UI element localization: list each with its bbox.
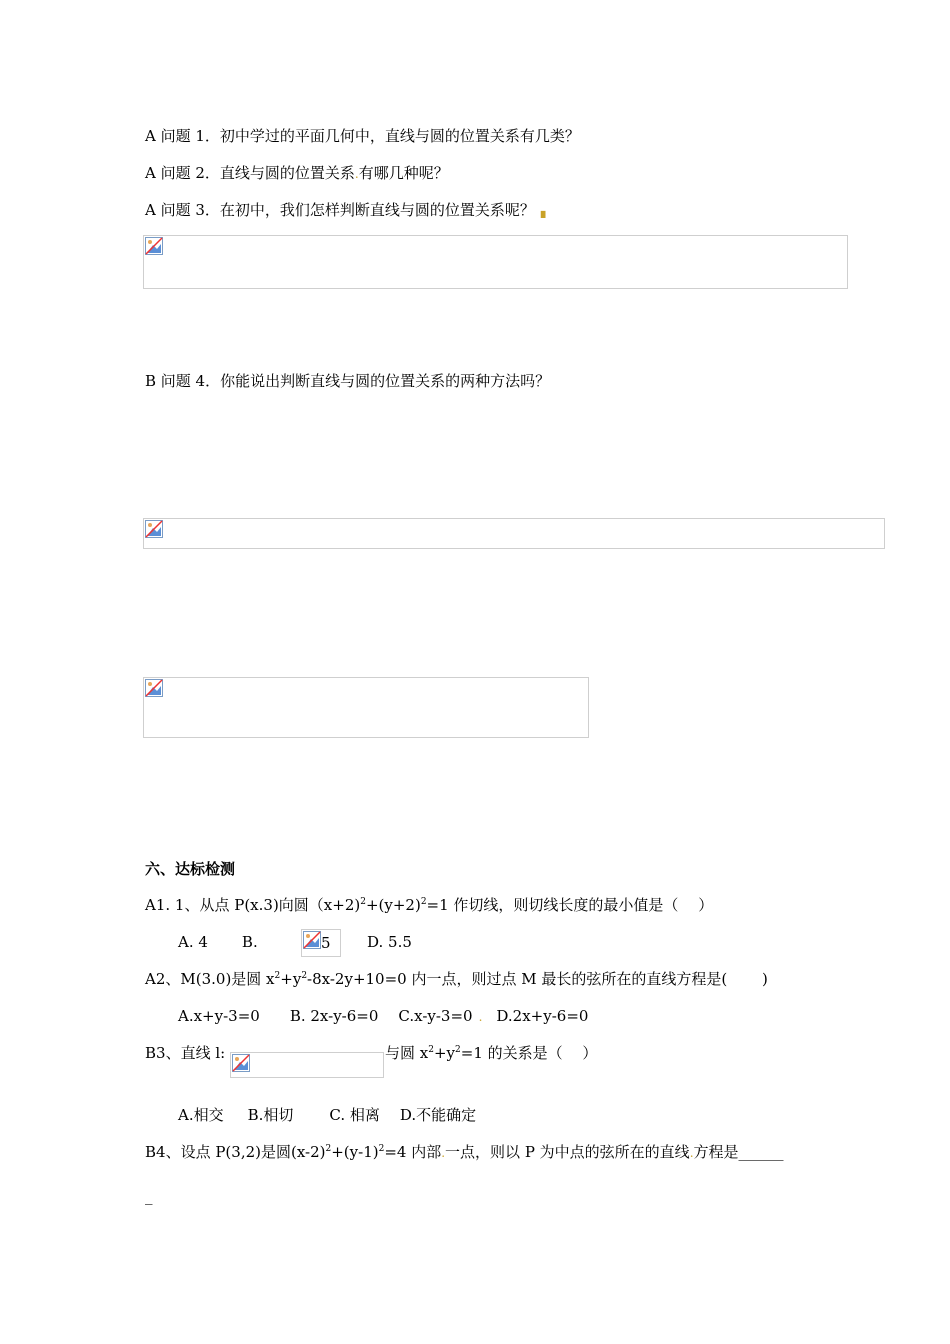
problem-b3-label: B3、直线 l: <box>145 1044 226 1062</box>
image-placeholder-1 <box>143 235 848 289</box>
a1-option-c-tail: 5 <box>321 934 331 952</box>
a1-option-d: D. 5.5 <box>367 933 412 951</box>
question-3 <box>145 200 550 221</box>
question-1: A 问题 1．初中学过的平面几何中，直线与圆的位置关系有几类？ <box>145 127 580 145</box>
edit-mark: . <box>689 1146 694 1160</box>
b3-line-equation-image <box>230 1052 384 1078</box>
a2-option-c: C.x-y-3=0 <box>398 1007 473 1025</box>
a1-stem-part: =1 作切线，则切线长度的最小值是（ ） <box>426 896 714 914</box>
image-placeholder-3 <box>143 677 589 738</box>
image-placeholder-2 <box>143 518 885 549</box>
broken-image-icon <box>232 1054 250 1072</box>
superscript: 2 <box>325 1144 332 1154</box>
a1-options <box>178 932 258 952</box>
a2-option-a: A.x+y-3=0 <box>178 1007 260 1025</box>
edit-mark: ▖ <box>540 204 551 218</box>
superscript: 2 <box>378 1144 385 1154</box>
a2-stem-part: -8x-2y+10=0 内一点，则过点 M 最长的弦所在的直线方程是( ) <box>307 970 768 988</box>
b4-stem-part: =4 内部 <box>384 1143 442 1161</box>
problem-b4 <box>145 1142 784 1163</box>
b3-stem-part: =1 的关系是（ ） <box>460 1044 598 1062</box>
question-3-text: A 问题 3．在初中，我们怎样判断直线与圆的位置关系呢？ <box>145 201 535 219</box>
broken-image-icon <box>145 237 163 255</box>
a2-options <box>178 1006 588 1027</box>
b4-answer-blank: _ <box>145 1187 153 1205</box>
superscript: 2 <box>274 971 281 981</box>
b3-option-d: D.不能确定 <box>399 1106 477 1124</box>
broken-image-icon <box>145 520 163 538</box>
a2-stem-part: +y <box>280 970 302 988</box>
broken-image-icon <box>145 679 163 697</box>
a2-option-b: B. 2x-y-6=0 <box>289 1007 379 1025</box>
a1-stem-part: +(y+2) <box>365 896 421 914</box>
superscript: 2 <box>428 1045 434 1055</box>
b3-option-c: C. 相离 <box>329 1106 380 1124</box>
a2-option-d: D.2x+y-6=0 <box>496 1007 589 1025</box>
edit-mark: . <box>478 1010 483 1024</box>
b3-stem-part: +y <box>433 1044 456 1062</box>
section-heading: 六、达标检测 <box>145 860 236 878</box>
edit-mark: . <box>441 1146 446 1160</box>
superscript: 2 <box>420 897 427 907</box>
superscript: 2 <box>455 1045 461 1055</box>
problem-b3 <box>385 1043 597 1063</box>
a1-option-a: A. 4 <box>178 933 208 951</box>
question-4: B 问题 4．你能说出判断直线与圆的位置关系的两种方法吗？ <box>145 372 551 390</box>
question-2-part-a: A 问题 2．直线与圆的位置关系 <box>145 164 355 182</box>
question-2 <box>145 163 449 184</box>
b4-stem-part: 一点，则以 P 为中点的弦所在的直线 <box>445 1143 690 1161</box>
edit-mark: . <box>354 167 359 181</box>
a2-stem-part: A2、M(3.0)是圆 x <box>145 970 275 988</box>
b4-stem-part: +(y-1) <box>331 1143 379 1161</box>
a1-option-c-image <box>301 929 341 957</box>
a1-stem-part: A1. 1、从点 P(x.3)向圆（x+2) <box>145 896 361 914</box>
broken-image-icon <box>303 931 321 949</box>
a1-option-b: B. <box>241 933 258 951</box>
superscript: 2 <box>360 897 366 907</box>
question-2-part-b: 有哪几种呢？ <box>358 164 449 182</box>
b3-option-b: B.相切 <box>247 1106 294 1124</box>
superscript: 2 <box>301 971 308 981</box>
b3-options <box>178 1105 476 1125</box>
problem-a2 <box>145 969 768 989</box>
b3-option-a: A.相交 <box>178 1106 224 1124</box>
b3-stem-part: 与圆 x <box>385 1044 429 1062</box>
b4-stem-part: B4、设点 P(3,2)是圆(x-2) <box>145 1143 326 1161</box>
problem-a1 <box>145 895 713 915</box>
b4-stem-part: 方程是______ <box>693 1143 784 1161</box>
